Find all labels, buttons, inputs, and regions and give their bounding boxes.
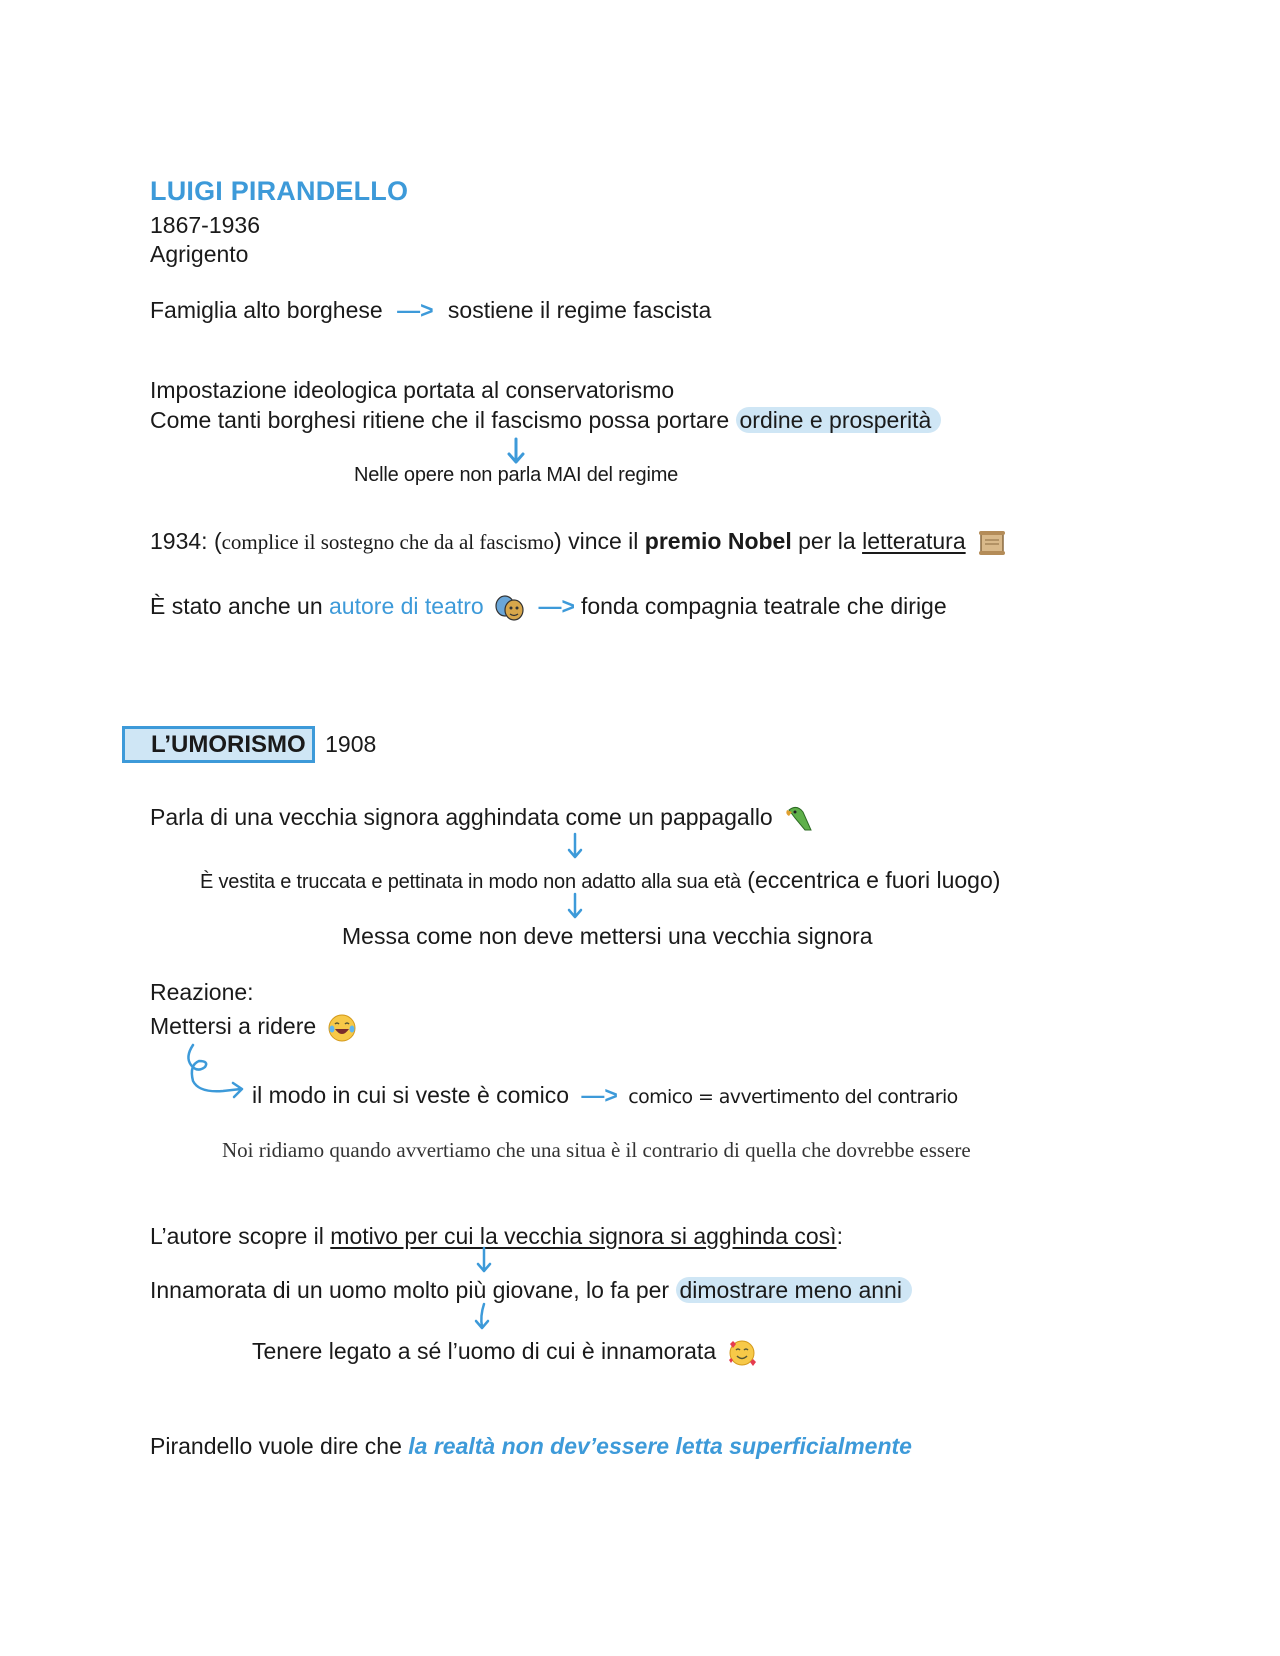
- autore-motivo: motivo per cui la vecchia signora si agghinda così: [330, 1223, 837, 1249]
- umorismo-line-2b: (eccentrica e fuori luogo): [740, 867, 1001, 893]
- conclusion-a: Pirandello vuole dire che: [150, 1433, 409, 1459]
- down-arrow-icon: [565, 832, 585, 860]
- conclusion-b: la realtà non dev’essere letta superficialmente: [408, 1433, 912, 1459]
- ideology-note: Nelle opere non parla MAI del regime: [354, 464, 679, 486]
- highlight-ordine: ordine e prosperità: [736, 407, 942, 433]
- nobel-vince: vince il: [561, 528, 645, 554]
- comico-line: [252, 1081, 958, 1111]
- nobel-premio: premio Nobel: [644, 528, 792, 554]
- family-right: sostiene il regime fascista: [447, 297, 712, 323]
- highlight-dimostrare: dimostrare meno anni: [676, 1277, 912, 1303]
- birthplace: Agrigento: [150, 241, 249, 267]
- teatro-left: È stato anche un: [150, 593, 330, 619]
- page-title: LUIGI PIRANDELLO: [150, 176, 409, 206]
- nobel-per: per la: [791, 528, 863, 554]
- comico-left: il modo in cui si veste è comico: [252, 1082, 570, 1108]
- scroll-icon: [978, 530, 1006, 556]
- teatro-line: [150, 592, 947, 622]
- arrow-right-icon: —>: [397, 297, 434, 323]
- ridere-line: [150, 1012, 357, 1043]
- tenere-text: Tenere legato a sé l’uomo di cui è innamorata: [252, 1338, 717, 1364]
- innamorata-line: [150, 1276, 912, 1304]
- conclusion-line: [150, 1432, 912, 1460]
- nobel-year: 1934: (: [150, 528, 222, 554]
- ideology-line-1: Impostazione ideologica portata al conservatorismo: [150, 377, 675, 403]
- section-heading: [122, 730, 376, 760]
- autore-a: L’autore scopre il: [150, 1223, 331, 1249]
- autore-c: :: [836, 1223, 843, 1249]
- down-arrow-icon: [472, 1302, 492, 1332]
- arrow-right-icon: —>: [581, 1082, 618, 1108]
- umorismo-line-2: [200, 866, 1000, 894]
- ideology-line-2-text: Come tanti borghesi ritiene che il fascismo possa portare: [150, 407, 730, 433]
- ridere-text: Mettersi a ridere: [150, 1013, 317, 1039]
- laughing-emoji-icon: [327, 1013, 357, 1043]
- umorismo-line-1: [150, 803, 817, 834]
- innamorata-text: Innamorata di un uomo molto più giovane, lo fa per: [150, 1277, 676, 1303]
- parrot-icon: [783, 804, 817, 834]
- comico-right: comico = avvertimento del contrario: [628, 1086, 958, 1108]
- nobel-aside: complice il sostegno che da al fascismo: [221, 530, 555, 554]
- arrow-right-icon: —>: [538, 593, 575, 619]
- autore-line: [150, 1222, 843, 1250]
- nobel-line: [150, 527, 1006, 556]
- down-arrow-icon: [506, 437, 526, 467]
- ideology-line-2: [150, 406, 941, 434]
- down-arrow-icon: [474, 1246, 494, 1274]
- teatro-autore: autore di teatro: [329, 593, 484, 619]
- umorismo-line-1-text: Parla di una vecchia signora agghindata come un pappagallo: [150, 804, 773, 830]
- years: 1867-1936: [150, 212, 260, 238]
- smiling-hearts-emoji-icon: [727, 1338, 757, 1368]
- reazione-label: Reazione:: [150, 979, 254, 1005]
- umorismo-title: L’UMORISMO: [122, 726, 315, 763]
- nobel-close: ): [554, 528, 562, 554]
- theater-masks-icon: [494, 594, 524, 622]
- family-left: Famiglia alto borghese: [150, 297, 383, 323]
- umorismo-line-3: Messa come non deve mettersi una vecchia signora: [342, 923, 873, 949]
- noi-ridiamo: Noi ridiamo quando avvertiamo che una situa è il contrario di quella che dovrebbe essere: [222, 1138, 971, 1162]
- curved-arrow-icon: [183, 1043, 247, 1101]
- nobel-letteratura: letteratura: [862, 528, 966, 554]
- tenere-line: [252, 1337, 757, 1368]
- umorismo-line-2a: È vestita e truccata e pettinata in modo non adatto alla sua età: [200, 871, 741, 893]
- teatro-right: fonda compagnia teatrale che dirige: [580, 593, 947, 619]
- down-arrow-icon: [565, 892, 585, 920]
- family-line: [150, 296, 711, 324]
- umorismo-year: 1908: [325, 731, 377, 757]
